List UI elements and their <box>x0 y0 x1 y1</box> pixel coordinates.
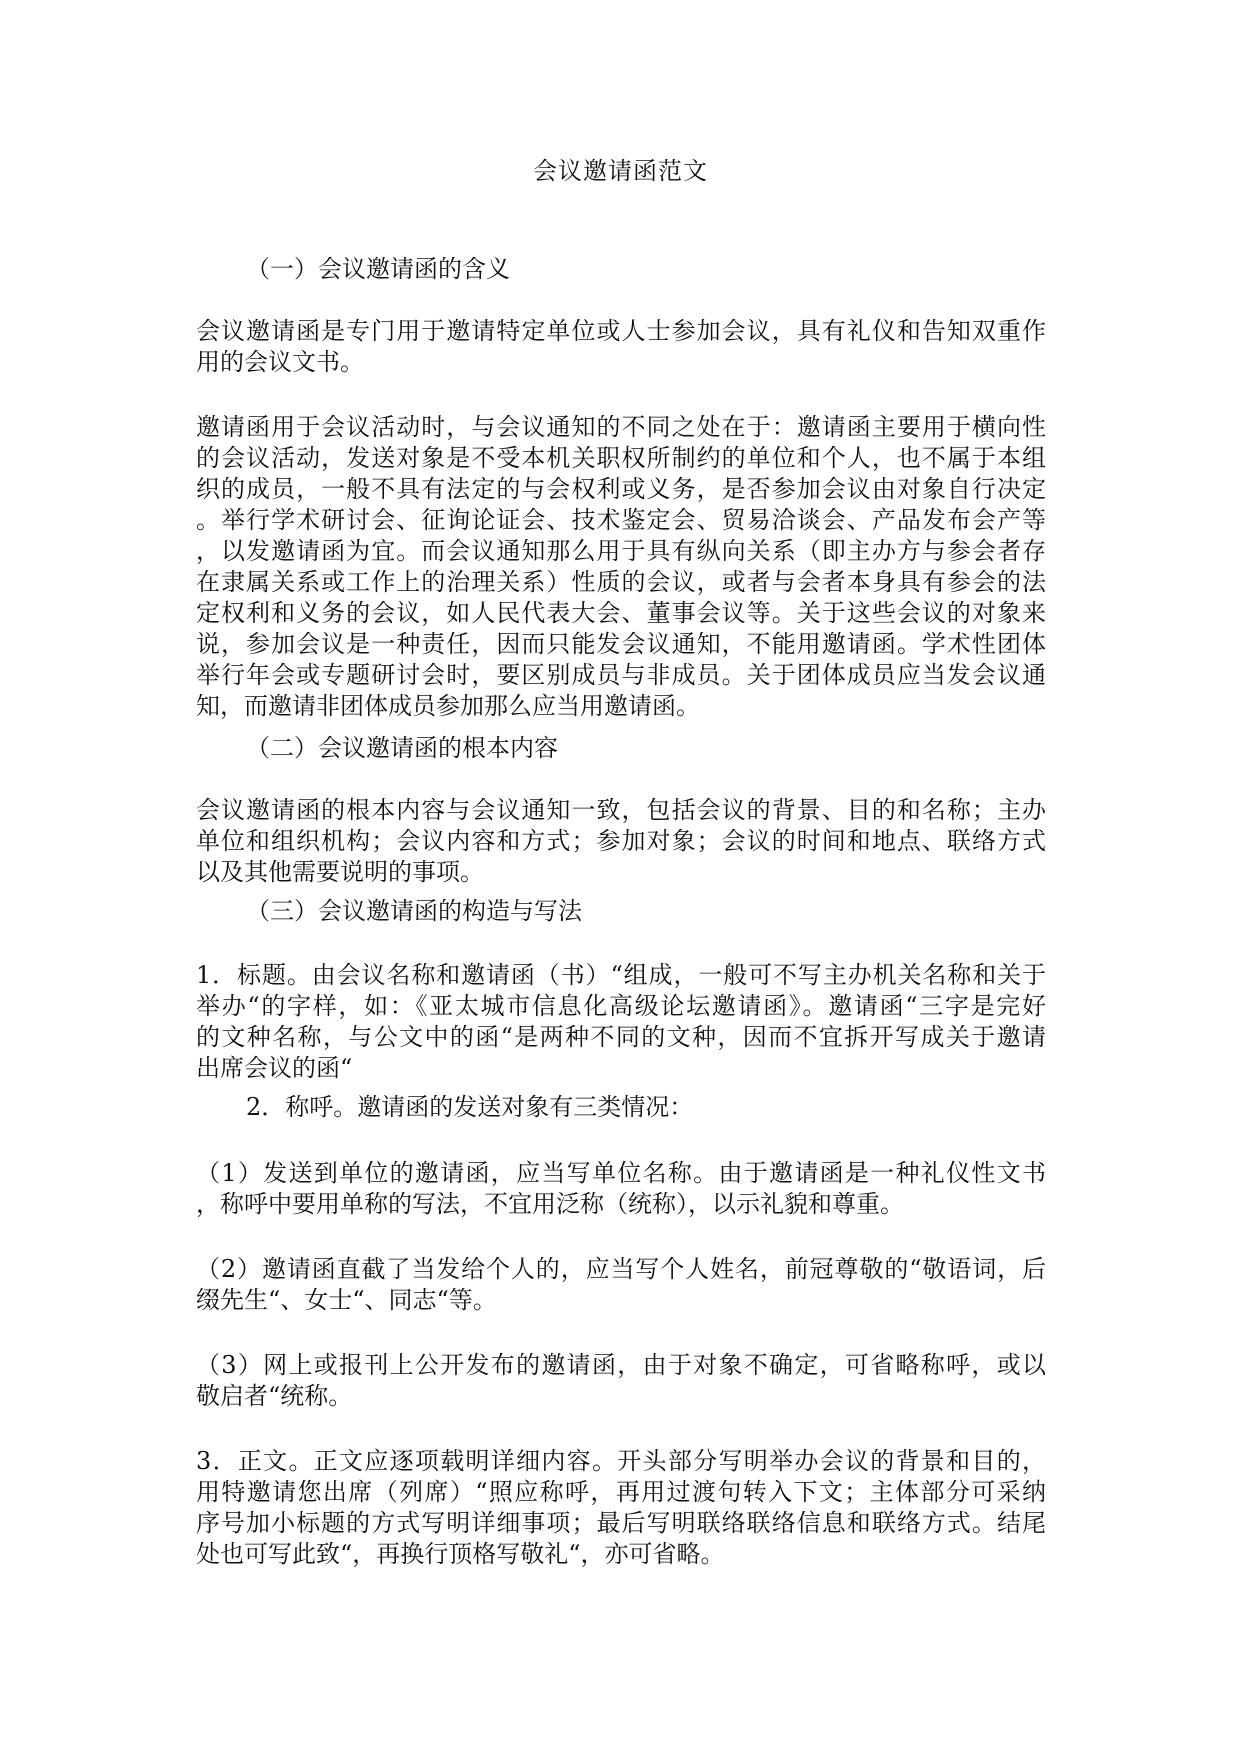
paragraph-line: 3．正文。正文应逐项载明详细内容。开头部分写明举办会议的背景和目的， <box>196 1447 1046 1475</box>
paragraph-line: 2．称呼。邀请函的发送对象有三类情况： <box>246 1093 694 1121</box>
paragraph-line: 出席会议的函“ <box>196 1054 353 1082</box>
paragraph-line: 织的成员，一般不具有法定的与会权利或义务，是否参加会议由对象自行决定 <box>196 475 1046 503</box>
paragraph-line: 以及其他需要说明的事项。 <box>196 858 484 886</box>
section-heading: （一）会议邀请函的含义 <box>246 255 510 283</box>
paragraph-line: 1．标题。由会议名称和邀请函（书）“组成，一般可不写主办机关名称和关于 <box>196 961 1046 989</box>
paragraph-line: ，以发邀请函为宜。而会议通知那么用于具有纵向关系（即主办方与参会者存 <box>196 537 1046 565</box>
paragraph-line: 的会议活动，发送对象是不受本机关职权所制约的单位和个人，也不属于本组 <box>196 444 1046 472</box>
section-heading: （三）会议邀请函的构造与写法 <box>246 897 582 925</box>
paragraph-line: 举办“的字样，如：《亚太城市信息化高级论坛邀请函》。邀请函“三字是完好 <box>196 992 1046 1020</box>
paragraph-line: （1）发送到单位的邀请函，应当写单位名称。由于邀请函是一种礼仪性文书 <box>196 1159 1046 1187</box>
paragraph-line: 序号加小标题的方式写明详细事项；最后写明联络联络信息和联络方式。结尾 <box>196 1509 1046 1537</box>
paragraph-line: （3）网上或报刊上公开发布的邀请函，由于对象不确定，可省略称呼，或以 <box>196 1351 1046 1379</box>
paragraph-line: 用特邀请您出席（列席）“照应称呼，再用过渡句转入下文；主体部分可采纳 <box>196 1478 1046 1506</box>
paragraph-line: 说，参加会议是一种责任，因而只能发会议通知，不能用邀请函。学术性团体 <box>196 630 1046 658</box>
section-heading: （二）会议邀请函的根本内容 <box>246 734 558 762</box>
paragraph-line: 单位和组织机构；会议内容和方式；参加对象；会议的时间和地点、联络方式 <box>196 827 1046 855</box>
paragraph-line: 处也可写此致“，再换行顶格写敬礼“，亦可省略。 <box>196 1540 725 1568</box>
paragraph-line: 。举行学术研讨会、征询论证会、技术鉴定会、贸易洽谈会、产品发布会产等 <box>196 506 1046 534</box>
paragraph-line: 知，而邀请非团体成员参加那么应当用邀请函。 <box>196 692 700 720</box>
document-title: 会议邀请函范文 <box>533 157 708 185</box>
paragraph-line: 定权利和义务的会议，如人民代表大会、董事会议等。关于这些会议的对象来 <box>196 599 1046 627</box>
paragraph-line: 会议邀请函是专门用于邀请特定单位或人士参加会议，具有礼仪和告知双重作 <box>196 317 1046 345</box>
paragraph-line: 用的会议文书。 <box>196 348 364 376</box>
paragraph-line: 在隶属关系或工作上的治理关系）性质的会议，或者与会者本身具有参会的法 <box>196 568 1046 596</box>
paragraph-line: 敬启者“统称。 <box>196 1382 353 1410</box>
paragraph-line: （2）邀请函直截了当发给个人的，应当写个人姓名，前冠尊敬的“敬语词，后 <box>196 1255 1046 1283</box>
paragraph-line: 举行年会或专题研讨会时，要区别成员与非成员。关于团体成员应当发会议通 <box>196 661 1046 689</box>
paragraph-line: 的文种名称，与公文中的函“是两种不同的文种，因而不宜拆开写成关于邀请 <box>196 1023 1046 1051</box>
paragraph-line: 会议邀请函的根本内容与会议通知一致，包括会议的背景、目的和名称；主办 <box>196 796 1046 824</box>
paragraph-line: ，称呼中要用单称的写法，不宜用泛称（统称），以示礼貌和尊重。 <box>196 1190 904 1218</box>
paragraph-line: 邀请函用于会议活动时，与会议通知的不同之处在于：邀请函主要用于横向性 <box>196 413 1046 441</box>
paragraph-line: 缀先生“、女士“、同志“等。 <box>196 1286 497 1314</box>
